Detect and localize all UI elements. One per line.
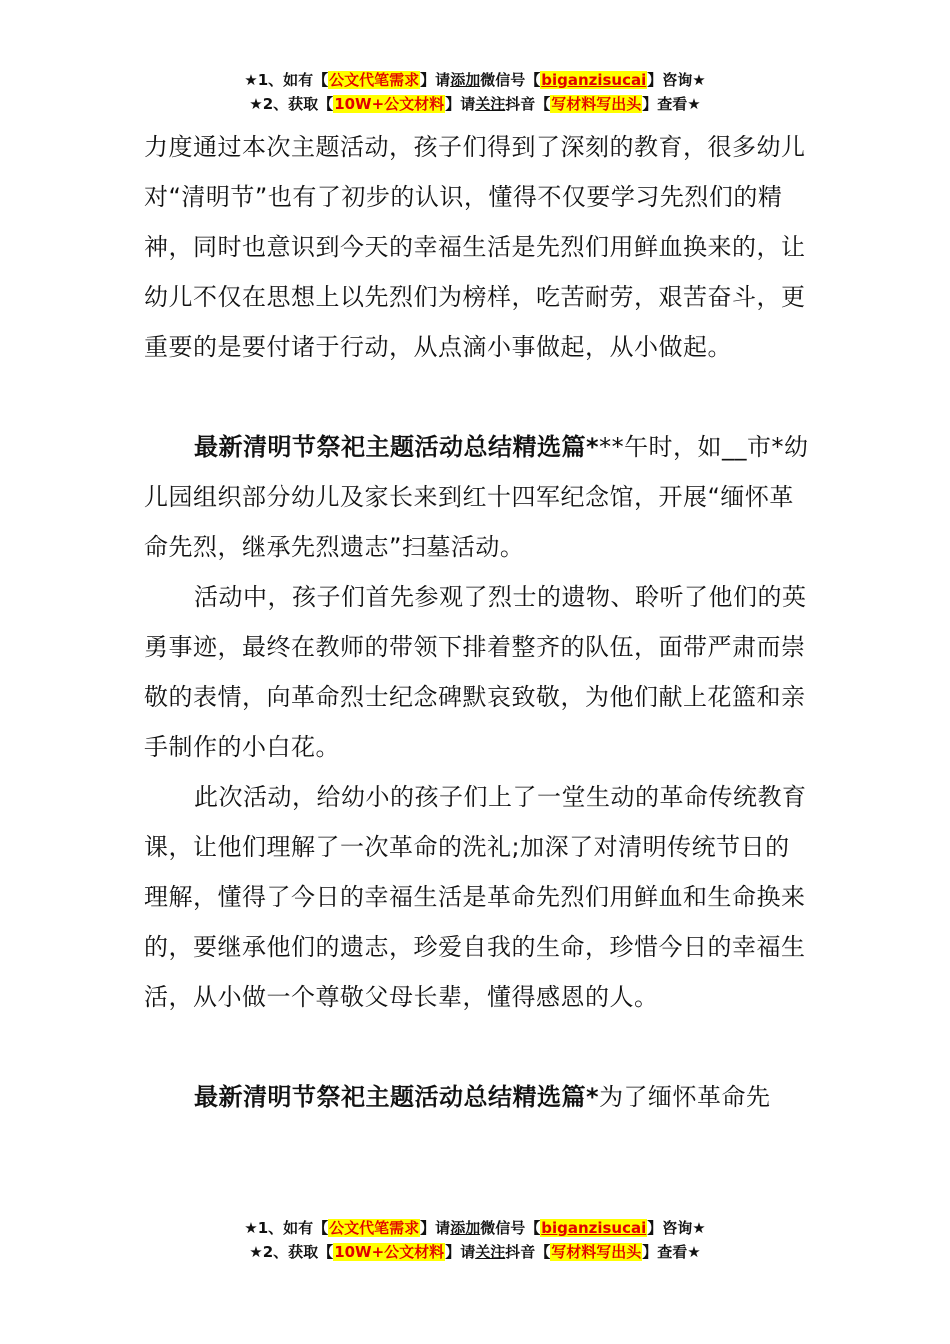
paragraph: 此次活动，给幼小的孩子们上了一堂生动的革命传统教育课，让他们理解了一次革命的洗礼;加深了对清明传统节日的理解，懂得了今日的幸福生活是革命先烈们用鲜血和生命换来的，要继承他们的遗志，珍爱自我的生命，珍惜今日的幸福生活，从小做一个尊敬父母长辈，懂得感恩的人。 (144, 783, 807, 1011)
paragraph: 活动中，孩子们首先参观了烈士的遗物、聆听了他们的英勇事迹，最终在教师的带领下排着整齐的队伍，面带严肃而崇敬的表情，向革命烈士纪念碑默哀致敬，为他们献上花篮和亲手制作的小白花。 (144, 583, 807, 761)
banner-line-1 (0, 68, 950, 92)
banner-line-1 (0, 1216, 950, 1240)
highlight-materials: 10W+公文材料 (334, 95, 445, 113)
banner-line-2 (0, 1240, 950, 1264)
highlight-douyin-account: 写材料写出头 (551, 1243, 642, 1261)
highlight-wechat-id: biganzisucai (541, 1219, 647, 1237)
banner-text: 】请 (420, 71, 451, 89)
banner-text: 】请 (445, 95, 476, 113)
banner-text: ★2、获取【 (249, 1243, 334, 1261)
paragraph-gap (144, 372, 810, 422)
footer-banner (0, 1216, 950, 1264)
banner-emphasis: 关注 (475, 95, 506, 113)
paragraph-gap (144, 1022, 810, 1072)
highlight-materials: 10W+公文材料 (334, 1243, 445, 1261)
banner-text: ★1、如有【 (244, 1219, 329, 1237)
highlight-douyin-account: 写材料写出头 (551, 95, 642, 113)
banner-text: 微信号【 (480, 71, 541, 89)
banner-text: 】查看★ (642, 95, 701, 113)
banner-text: 微信号【 (480, 1219, 541, 1237)
banner-text: ★1、如有【 (244, 71, 329, 89)
banner-text: 】咨询★ (647, 1219, 706, 1237)
highlight-wechat-id: biganzisucai (541, 71, 647, 89)
header-banner (0, 68, 950, 116)
highlight-service: 公文代笔需求 (329, 71, 420, 89)
paragraph (144, 422, 810, 572)
paragraph: 力度通过本次主题活动，孩子们得到了深刻的教育，很多幼儿对“清明节”也有了初步的认识，懂得不仅要学习先烈们的精神，同时也意识到今天的幸福生活是先烈们用鲜血换来的，让幼儿不仅在思想上以先烈们为榜样，吃苦耐劳，艰苦奋斗，更重要的是要付诸于行动，从点滴小事做起，从小做起。 (144, 133, 806, 361)
paragraph-text: **午时，如__市*幼儿园组织部分幼儿及家长来到红十四军纪念馆，开展“缅怀革命先烈，继承先烈遗志”扫墓活动。 (144, 433, 809, 561)
banner-emphasis: 添加 (450, 71, 481, 89)
paragraph-text: 为了缅怀革命先 (599, 1083, 771, 1111)
banner-text: 】请 (445, 1243, 476, 1261)
banner-text: 】查看★ (642, 1243, 701, 1261)
section-heading: 最新清明节祭祀主题活动总结精选篇* (194, 433, 600, 461)
section-heading: 最新清明节祭祀主题活动总结精选篇* (194, 1083, 600, 1111)
banner-text: 抖音【 (505, 1243, 551, 1261)
banner-text: 】咨询★ (647, 71, 706, 89)
banner-text: 抖音【 (505, 95, 551, 113)
document-body (144, 122, 810, 1122)
banner-text: 】请 (420, 1219, 451, 1237)
banner-emphasis: 关注 (475, 1243, 506, 1261)
banner-line-2 (0, 92, 950, 116)
highlight-service: 公文代笔需求 (329, 1219, 420, 1237)
banner-text: ★2、获取【 (249, 95, 334, 113)
paragraph (144, 1072, 810, 1122)
banner-emphasis: 添加 (450, 1219, 481, 1237)
